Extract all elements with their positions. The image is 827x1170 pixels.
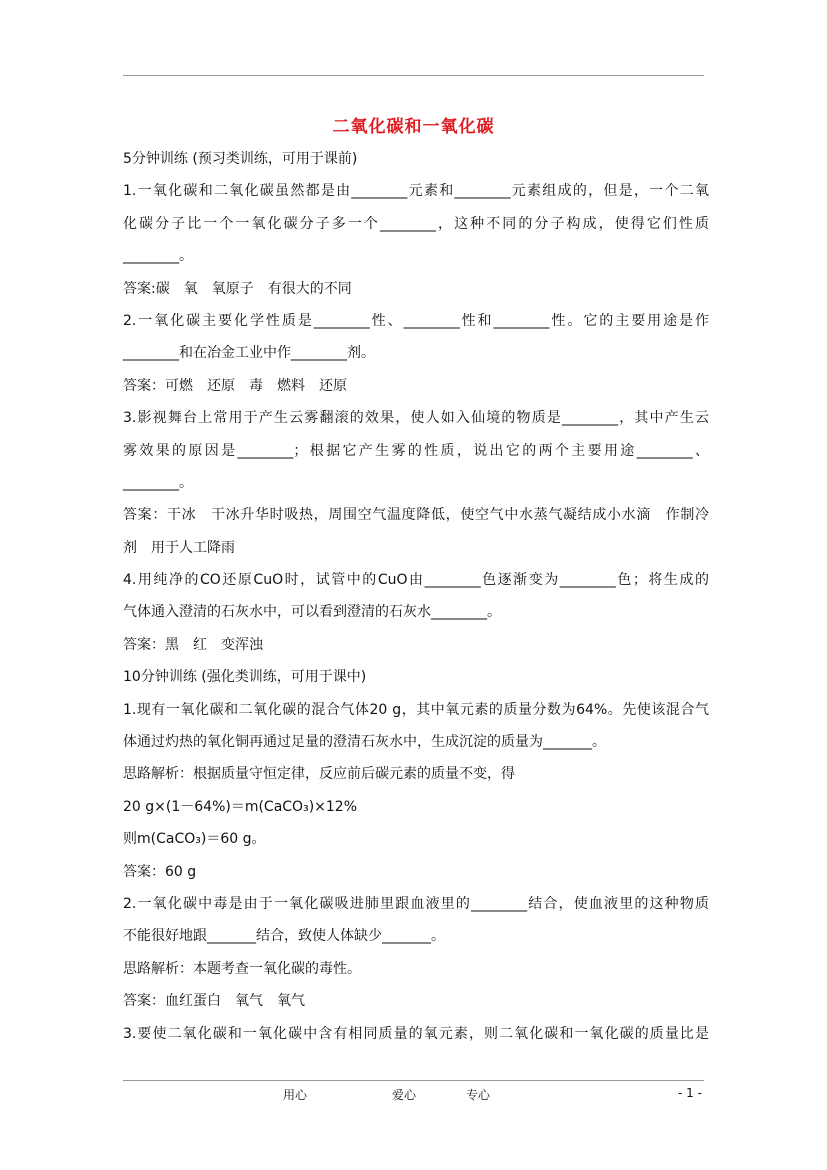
- question-line: 气体通入澄清的石灰水中，可以看到澄清的石灰水________。: [123, 604, 501, 621]
- question-line: 3.要使二氧化碳和一氧化碳中含有相同质量的氧元素，则二氧化碳和一氧化碳的质量比是: [123, 1025, 709, 1042]
- question-line: 2.一氧化碳主要化学性质是________性、________性和________性。它的主要用途是作: [123, 312, 709, 329]
- footer-text-3: 专心: [466, 1088, 491, 1102]
- answer-line: 剂 用于人工降雨: [123, 539, 235, 556]
- header-rule: [123, 75, 704, 76]
- question-line: ________。: [123, 248, 193, 265]
- question-line: 1.现有一氧化碳和二氧化碳的混合气体20 g，其中氧元素的质量分数为64%。先使该混合气: [123, 701, 709, 718]
- question-line: 化碳分子比一个一氧化碳分子多一个________，这种不同的分子构成，使得它们性质: [123, 215, 709, 232]
- section-heading: 5分钟训练 (预习类训练，可用于课前): [123, 151, 358, 167]
- answer-line: 答案：60 g: [123, 863, 197, 880]
- solution-line: 思路解析：根据质量守恒定律，反应前后碳元素的质量不变，得: [123, 766, 515, 783]
- solution-line: 思路解析：本题考查一氧化碳的毒性。: [123, 960, 361, 977]
- answer-line: 答案：干冰 干冰升华时吸热，周围空气温度降低，使空气中水蒸气凝结成小水滴 作制冷: [123, 507, 709, 524]
- answer-line: 答案:碳 氧 氧原子 有很大的不同: [123, 280, 352, 297]
- question-line: 2.一氧化碳中毒是由于一氧化碳吸进肺里跟血液里的________结合，使血液里的这种物质: [123, 895, 709, 912]
- question-line: 1.一氧化碳和二氧化碳虽然都是由________元素和________元素组成的，但是，一个二氧: [123, 183, 709, 200]
- answer-line: 答案：血红蛋白 氧气 氧气: [123, 993, 305, 1010]
- footer-rule: [123, 1080, 704, 1081]
- answer-line: 答案：可燃 还原 毒 燃料 还原: [123, 377, 347, 394]
- question-line: 4.用纯净的CO还原CuO时，试管中的CuO由________色逐渐变为________色；将生成的: [123, 572, 709, 589]
- document-title: 二氧化碳和一氧化碳: [332, 117, 495, 137]
- solution-line: 20 g×(1－64%)＝m(CaCO₃)×12%: [123, 798, 358, 815]
- question-line: ________和在冶金工业中作________剂。: [123, 345, 375, 362]
- question-line: 体通过灼热的氧化铜再通过足量的澄清石灰水中，生成沉淀的质量为_______。: [123, 734, 606, 751]
- question-line: 3.影视舞台上常用于产生云雾翻滚的效果，使人如入仙境的物质是________，其中产生云: [123, 410, 709, 427]
- question-line: ________。: [123, 474, 193, 491]
- footer-text-1: 用心: [283, 1088, 308, 1102]
- question-line: 不能很好地跟_______结合，致使人体缺少_______。: [123, 928, 445, 945]
- footer-text-2: 爱心: [392, 1088, 417, 1102]
- section-heading: 10分钟训练 (强化类训练，可用于课中): [123, 669, 367, 686]
- document-body: [123, 147, 709, 1054]
- solution-line: 则m(CaCO₃)＝60 g。: [123, 831, 266, 848]
- question-line: 雾效果的原因是________；根据它产生雾的性质，说出它的两个主要用途________、: [123, 442, 709, 459]
- answer-line: 答案：黑 红 变浑浊: [123, 636, 263, 653]
- page-number: - 1 -: [678, 1086, 702, 1100]
